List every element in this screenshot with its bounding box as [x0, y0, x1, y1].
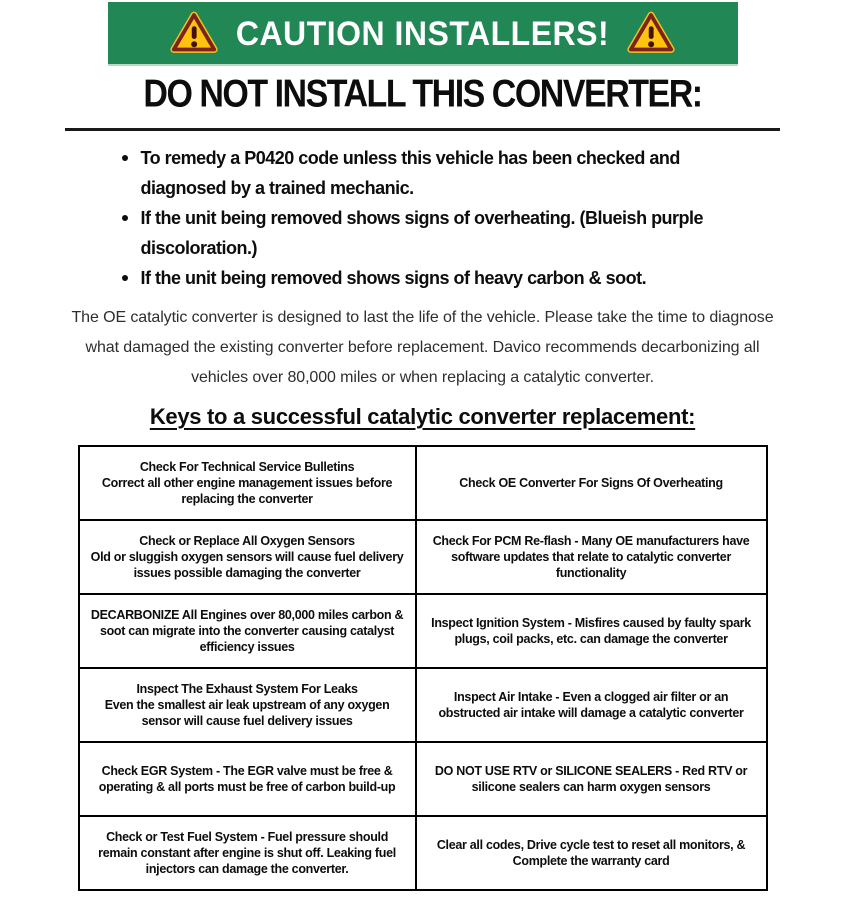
table-row	[79, 742, 767, 816]
heading-divider	[65, 128, 780, 131]
intro-paragraph: The OE catalytic converter is designed to last the life of the vehicle. Please take the time to diagnose what damaged the existing converter before replacement. Davico recommends decarbonizing all vehicles over 80,000 miles or when replacing a catalytic converter.	[71, 309, 774, 386]
page-title: DO NOT INSTALL THIS CONVERTER:	[143, 72, 702, 116]
bullet-item: To remedy a P0420 code unless this vehicle has been checked and diagnosed by a trained mechanic.	[113, 143, 733, 203]
tip-cell: Check EGR System - The EGR valve must be free & operating & all ports must be free of carbon build-up	[79, 742, 416, 816]
keys-heading: Keys to a successful catalytic converter replacement:	[149, 404, 696, 429]
banner-title: CAUTION INSTALLERS!	[235, 13, 610, 52]
table-row	[79, 594, 767, 668]
table-row	[79, 816, 767, 890]
replacement-tips-table	[78, 445, 768, 891]
warning-bullet-list	[113, 143, 733, 293]
tip-cell: Inspect The Exhaust System For Leaks Even the smallest air leak upstream of any oxygen sensor will cause fuel delivery issues	[79, 668, 416, 742]
tip-cell: DO NOT USE RTV or SILICONE SEALERS - Red RTV or silicone sealers can harm oxygen sensors	[416, 742, 767, 816]
tip-cell: Inspect Ignition System - Misfires caused by faulty spark plugs, coil packs, etc. can damage the converter	[416, 594, 767, 668]
table-row	[79, 446, 767, 520]
table-row	[79, 520, 767, 594]
tip-cell: Check OE Converter For Signs Of Overheating	[416, 446, 767, 520]
tip-cell: Clear all codes, Drive cycle test to reset all monitors, & Complete the warranty card	[416, 816, 767, 890]
bullet-item: If the unit being removed shows signs of overheating. (Blueish purple discoloration.)	[113, 203, 733, 263]
tip-cell: Check or Test Fuel System - Fuel pressure should remain constant after engine is shut off. Leaking fuel injectors can damage the converter.	[79, 816, 416, 890]
warning-triangle-icon	[627, 11, 675, 55]
tip-cell: Check or Replace All Oxygen Sensors Old or sluggish oxygen sensors will cause fuel delivery issues possible damaging the converter	[79, 520, 416, 594]
caution-banner	[108, 2, 738, 64]
warning-triangle-icon	[170, 11, 218, 55]
tip-cell: Check For Technical Service Bulletins Correct all other engine management issues before replacing the converter	[79, 446, 416, 520]
tip-cell: Inspect Air Intake - Even a clogged air filter or an obstructed air intake will damage a catalytic converter	[416, 668, 767, 742]
table-row	[79, 668, 767, 742]
tip-cell: DECARBONIZE All Engines over 80,000 miles carbon & soot can migrate into the converter causing catalyst efficiency issues	[79, 594, 416, 668]
bullet-item: If the unit being removed shows signs of heavy carbon & soot.	[113, 263, 733, 293]
tip-cell: Check For PCM Re-flash - Many OE manufacturers have software updates that relate to catalytic converter functionality	[416, 520, 767, 594]
